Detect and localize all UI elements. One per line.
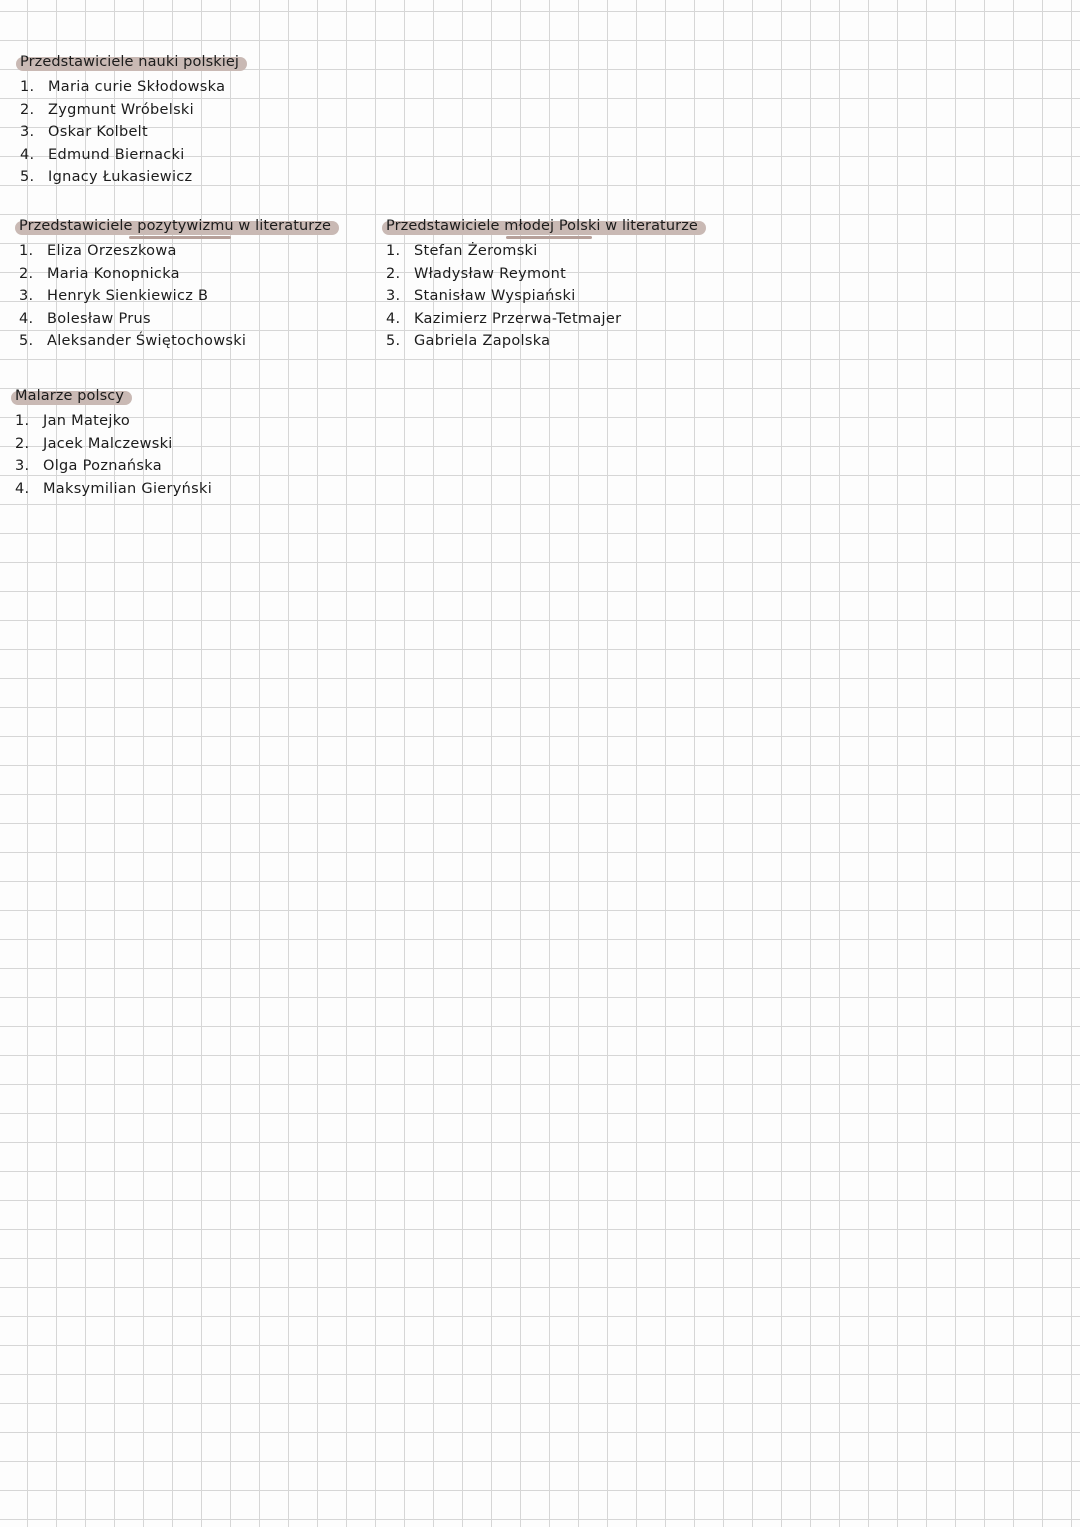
list-item bbox=[384, 330, 702, 353]
name-list bbox=[17, 240, 335, 353]
item-text: Maria curie Skłodowska bbox=[48, 79, 226, 95]
item-number: 4. bbox=[19, 310, 34, 327]
item-text: Maksymilian Gieryński bbox=[43, 480, 213, 497]
item-text: Eliza Orzeszkowa bbox=[47, 243, 177, 259]
list-item bbox=[384, 285, 702, 308]
name-list bbox=[18, 76, 243, 189]
item-number: 5. bbox=[19, 333, 34, 350]
item-number: 3. bbox=[20, 124, 35, 141]
item-text: Władysław Reymont bbox=[414, 265, 567, 282]
section-title: Przedstawiciele nauki polskiej bbox=[20, 54, 240, 70]
item-text: Kazimierz Przerwa-Tetmajer bbox=[414, 310, 622, 327]
list-item bbox=[18, 76, 243, 99]
item-text: Maria Konopnicka bbox=[47, 265, 180, 282]
item-number: 2. bbox=[19, 265, 34, 282]
list-item bbox=[384, 263, 702, 286]
list-item bbox=[17, 330, 335, 353]
item-number: 4. bbox=[15, 480, 30, 497]
section-polish-painters bbox=[13, 385, 212, 500]
item-number: 1. bbox=[15, 413, 30, 429]
item-number: 5. bbox=[20, 169, 35, 186]
list-item bbox=[17, 240, 335, 263]
item-text: Henryk Sienkiewicz B bbox=[47, 288, 209, 305]
list-item bbox=[13, 478, 212, 501]
name-list bbox=[384, 240, 702, 353]
heading-underline-stroke bbox=[129, 236, 231, 239]
list-item bbox=[18, 166, 243, 189]
section-heading bbox=[18, 53, 243, 71]
section-positivism-literature bbox=[17, 215, 335, 353]
section-heading bbox=[384, 217, 702, 235]
item-text: Stanisław Wyspiański bbox=[414, 288, 576, 305]
list-item bbox=[13, 433, 212, 456]
item-text: Gabriela Zapolska bbox=[414, 333, 551, 350]
item-number: 3. bbox=[15, 458, 30, 475]
item-number: 1. bbox=[386, 243, 401, 259]
heading-underline-stroke bbox=[506, 236, 592, 239]
item-text: Stefan Żeromski bbox=[414, 243, 538, 259]
item-text: Zygmunt Wróbelski bbox=[48, 101, 194, 118]
item-number: 1. bbox=[19, 243, 34, 259]
item-text: Jan Matejko bbox=[43, 413, 131, 429]
list-item bbox=[18, 121, 243, 144]
item-number: 2. bbox=[15, 435, 30, 452]
item-number: 4. bbox=[386, 310, 401, 327]
name-list bbox=[13, 410, 212, 500]
section-title: Malarze polscy bbox=[15, 388, 125, 404]
section-title: Przedstawiciele pozytywizmu w literaturze bbox=[19, 218, 332, 234]
item-text: Jacek Malczewski bbox=[43, 435, 173, 452]
list-item bbox=[17, 285, 335, 308]
section-polish-science bbox=[18, 51, 243, 189]
item-number: 5. bbox=[386, 333, 401, 350]
list-item bbox=[384, 240, 702, 263]
item-text: Edmund Biernacki bbox=[48, 146, 185, 163]
item-number: 2. bbox=[20, 101, 35, 118]
list-item bbox=[18, 144, 243, 167]
item-number: 1. bbox=[20, 79, 35, 95]
item-text: Bolesław Prus bbox=[47, 310, 151, 327]
item-number: 3. bbox=[19, 288, 34, 305]
section-title: Przedstawiciele młodej Polski w literaturze bbox=[386, 218, 698, 234]
list-item bbox=[384, 308, 702, 331]
item-text: Oskar Kolbelt bbox=[48, 124, 148, 141]
item-number: 3. bbox=[386, 288, 401, 305]
section-young-poland-literature bbox=[384, 215, 702, 353]
list-item bbox=[17, 308, 335, 331]
section-heading bbox=[17, 217, 335, 235]
section-heading bbox=[13, 387, 128, 405]
item-text: Ignacy Łukasiewicz bbox=[48, 169, 193, 186]
item-number: 2. bbox=[386, 265, 401, 282]
item-text: Olga Poznańska bbox=[43, 458, 162, 475]
list-item bbox=[13, 455, 212, 478]
item-text: Aleksander Świętochowski bbox=[47, 333, 247, 350]
list-item bbox=[17, 263, 335, 286]
list-item bbox=[13, 410, 212, 433]
list-item bbox=[18, 99, 243, 122]
item-number: 4. bbox=[20, 146, 35, 163]
